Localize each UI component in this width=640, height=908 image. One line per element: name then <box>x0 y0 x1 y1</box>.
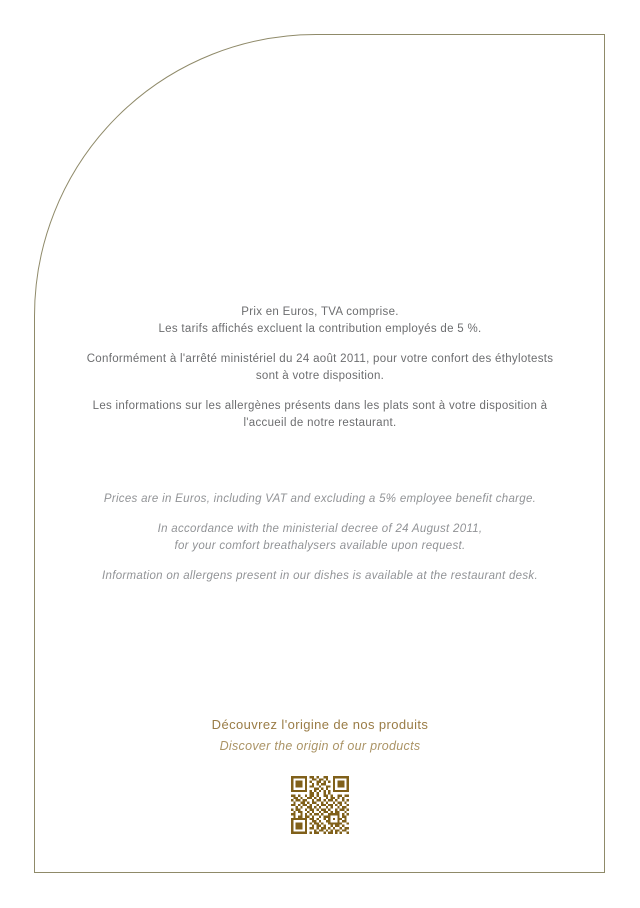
legal-notice-english <box>50 491 590 585</box>
origin-title-french: Découvrez l'origine de nos produits <box>211 717 429 732</box>
legal-fr-paragraph-decree <box>50 351 590 385</box>
legal-fr-line: sont à votre disposition. <box>255 370 385 382</box>
qr-code <box>291 776 349 834</box>
legal-fr-paragraph-prices <box>50 304 590 338</box>
legal-fr-line: Conformément à l'arrêté ministériel du 24 août 2011, pour votre confort des éthylotests <box>86 353 554 365</box>
legal-en-paragraph-prices <box>50 491 590 508</box>
origin-title-english: Discover the origin of our products <box>219 739 421 753</box>
origin-section <box>50 715 590 756</box>
legal-en-paragraph-allergens <box>50 568 590 585</box>
legal-fr-line: Les tarifs affichés excluent la contribution employés de 5 %. <box>158 323 482 335</box>
legal-notice-french <box>50 304 590 432</box>
legal-en-line: Information on allergens present in our dishes is available at the restaurant desk. <box>102 570 538 582</box>
legal-en-paragraph-decree <box>50 521 590 555</box>
legal-en-line: Prices are in Euros, including VAT and excluding a 5% employee benefit charge. <box>103 493 537 505</box>
legal-fr-line: Prix en Euros, TVA comprise. <box>241 306 399 318</box>
legal-fr-line: Les informations sur les allergènes présents dans les plats sont à votre disposition à <box>92 400 548 412</box>
legal-fr-paragraph-allergens <box>50 398 590 432</box>
legal-fr-line: l'accueil de notre restaurant. <box>243 417 397 429</box>
legal-en-line: In accordance with the ministerial decree of 24 August 2011, <box>157 523 483 535</box>
legal-en-line: for your comfort breathalysers available upon request. <box>174 540 466 552</box>
